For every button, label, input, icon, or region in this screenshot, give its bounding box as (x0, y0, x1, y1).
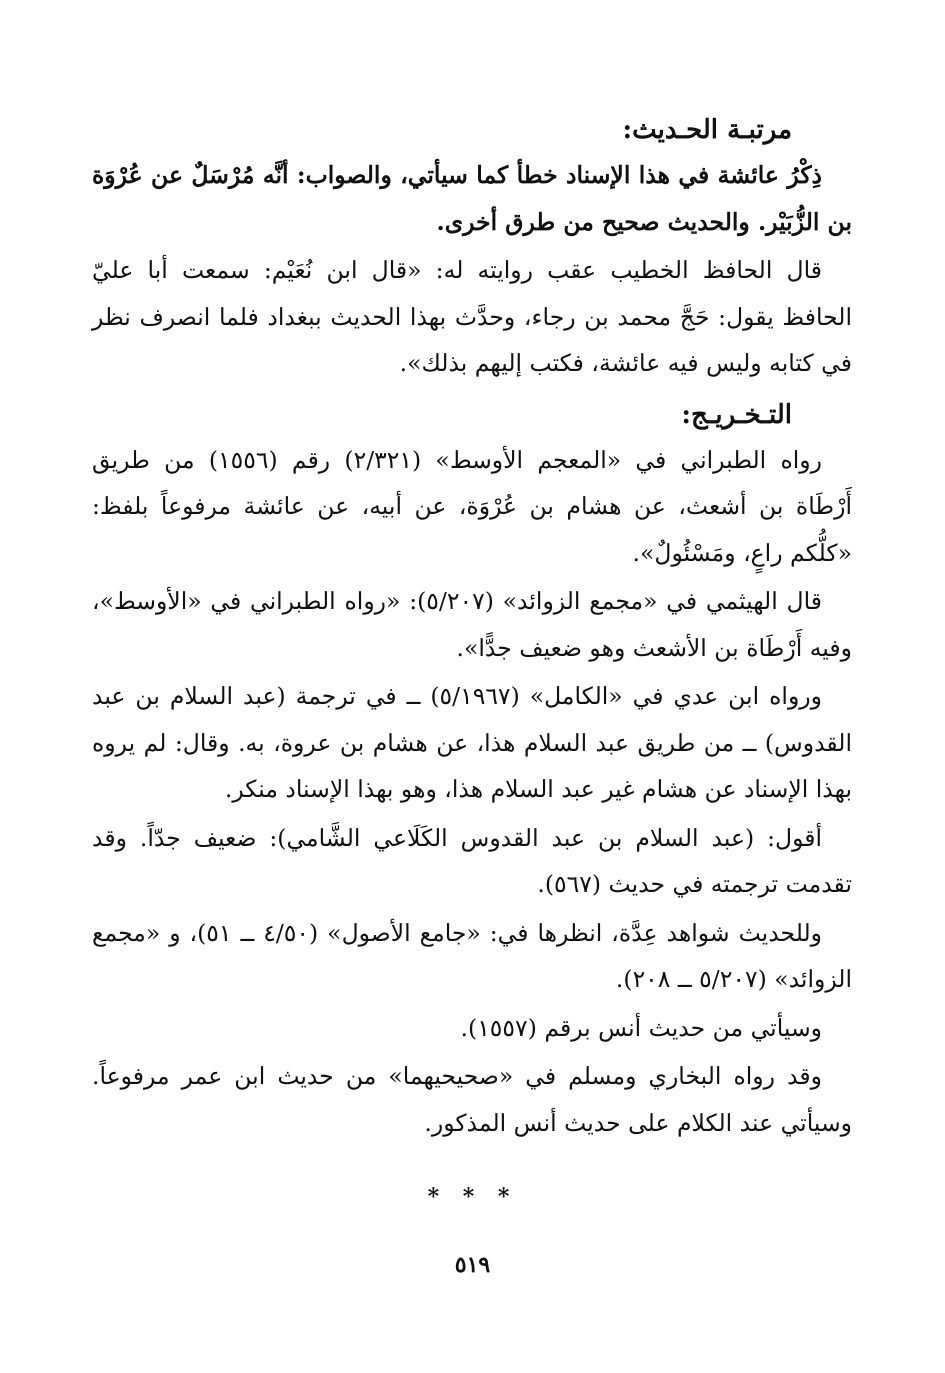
paragraph-anas-reference: وسيأتي من حديث أنس برقم (١٥٥٧). (460, 1013, 822, 1042)
paragraph-bukhari-muslim: وقد رواه البخاري ومسلم في «صحيحيهما» من حديث ابن عمر مرفوعاً. وسيأتي عند الكلام على حديث أنس المذكور. (92, 1062, 852, 1137)
heading-takhrij: التـخـريـج: (681, 399, 792, 430)
paragraph-khatib-quote: قال الحافظ الخطيب عقب روايته له: «قال ابن نُعَيْم: سمعت أبا عليّ الحافظ يقول: حَجَّ محمد بن رجاء، وحدَّث بهذا الحديث ببغداد فلما انصرف نظر في كتابه وليس فيه عائشة، فكتب إليهم بذلك». (92, 256, 852, 377)
paragraph-ibn-adi: ورواه ابن عدي في «الكامل» (٥/١٩٦٧) ــ في ترجمة (عبد السلام بن عبد القدوس) ــ من طريق عبد السلام هذا، عن هشام بن عروة، به. وقال: لم يروه بهذا الإسناد عن هشام غير عبد السلام هذا، وهو بهذا الإسناد منكر. (92, 682, 852, 803)
paragraph-shawahid: وللحديث شواهد عِدَّة، انظرها في: «جامع الأصول» (٤/٥٠ ــ ٥١)، و «مجمع الزوائد» (٥/٢٠٧ ــ ٢٠٨). (92, 918, 852, 993)
heading-hadith-rank: مرتبـة الحـديث: (622, 115, 792, 145)
paragraph-tabarani: رواه الطبراني في «المعجم الأوسط» (٢/٣٢١) رقم (١٥٥٦) من طريق أَرْطَاة بن أشعث، عن هشام بن عُرْوَة، عن أبيه، عن عائشة مرفوعاً بلفظ: «كلُّكم راعٍ، ومَسْئُولٌ». (92, 445, 852, 567)
paragraph-author-comment: أقول: (عبد السلام بن عبد القدوس الكَلَاعي الشَّامي): ضعيف جدّاً. وقد تقدمت ترجمته في حديث (٥٦٧). (92, 823, 852, 898)
paragraph-rank-statement: ذِكْرُ عائشة في هذا الإسناد خطأ كما سيأتي، والصواب: أنَّه مُرْسَلٌ عن عُرْوَة بن الزُّبَيْر. والحديث صحيح من طرق أخرى. (92, 161, 852, 236)
paragraph-haythami: قال الهيثمي في «مجمع الزوائد» (٥/٢٠٧): «رواه الطبراني في «الأوسط»، وفيه أَرْطَاة بن الأشعث وهو ضعيف جدًّا». (92, 587, 852, 662)
page-number: ٥١٩ (454, 1252, 491, 1278)
section-separator: * * * (427, 1184, 518, 1210)
page-body (92, 108, 852, 1146)
